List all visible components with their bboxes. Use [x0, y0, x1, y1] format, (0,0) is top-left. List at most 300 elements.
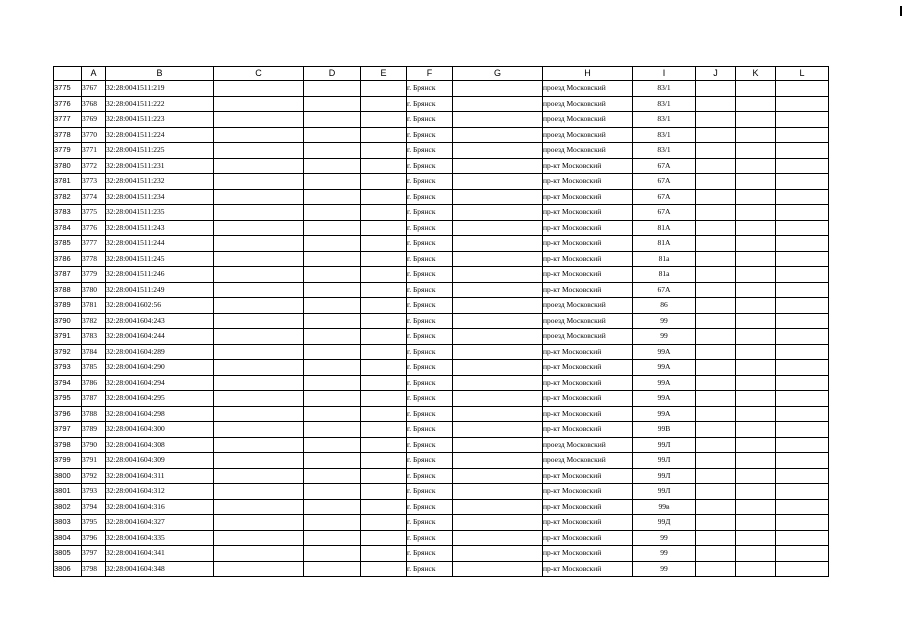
cell-a[interactable]: 3777	[82, 236, 106, 252]
cell-c[interactable]	[214, 530, 304, 546]
cell-c[interactable]	[214, 422, 304, 438]
cell-f[interactable]: г. Брянск	[407, 499, 453, 515]
cell-g[interactable]	[453, 220, 543, 236]
row-number[interactable]: 3778	[54, 127, 82, 143]
cell-j[interactable]	[696, 158, 736, 174]
cell-l[interactable]	[776, 313, 829, 329]
cell-j[interactable]	[696, 391, 736, 407]
cell-l[interactable]	[776, 499, 829, 515]
cell-h[interactable]: проезд Московский	[543, 143, 633, 159]
row-number[interactable]: 3799	[54, 453, 82, 469]
cell-k[interactable]	[736, 360, 776, 376]
row-number[interactable]: 3780	[54, 158, 82, 174]
cell-a[interactable]: 3770	[82, 127, 106, 143]
cell-k[interactable]	[736, 484, 776, 500]
column-header-j[interactable]: J	[696, 67, 736, 81]
cell-f[interactable]: г. Брянск	[407, 406, 453, 422]
cell-a[interactable]: 3783	[82, 329, 106, 345]
cell-l[interactable]	[776, 344, 829, 360]
cell-b[interactable]: 32:28:0041511:219	[106, 81, 214, 97]
column-header-e[interactable]: E	[361, 67, 407, 81]
row-number[interactable]: 3792	[54, 344, 82, 360]
cell-l[interactable]	[776, 360, 829, 376]
cell-e[interactable]	[361, 251, 407, 267]
cell-l[interactable]	[776, 158, 829, 174]
cell-e[interactable]	[361, 375, 407, 391]
cell-j[interactable]	[696, 127, 736, 143]
cell-a[interactable]: 3785	[82, 360, 106, 376]
cell-a[interactable]: 3791	[82, 453, 106, 469]
cell-j[interactable]	[696, 546, 736, 562]
row-number[interactable]: 3800	[54, 468, 82, 484]
cell-h[interactable]: пр-кт Московский	[543, 530, 633, 546]
cell-d[interactable]	[304, 313, 361, 329]
cell-g[interactable]	[453, 251, 543, 267]
cell-h[interactable]: пр-кт Московский	[543, 205, 633, 221]
cell-l[interactable]	[776, 112, 829, 128]
corner-header[interactable]	[54, 67, 82, 81]
cell-b[interactable]: 32:28:0041604:295	[106, 391, 214, 407]
cell-h[interactable]: проезд Московский	[543, 112, 633, 128]
cell-e[interactable]	[361, 499, 407, 515]
cell-c[interactable]	[214, 499, 304, 515]
cell-d[interactable]	[304, 499, 361, 515]
row-number[interactable]: 3777	[54, 112, 82, 128]
cell-b[interactable]: 32:28:0041604:335	[106, 530, 214, 546]
cell-i[interactable]: 99Д	[633, 515, 696, 531]
cell-i[interactable]: 67А	[633, 158, 696, 174]
cell-g[interactable]	[453, 112, 543, 128]
row-number[interactable]: 3806	[54, 561, 82, 577]
column-header-i[interactable]: I	[633, 67, 696, 81]
cell-a[interactable]: 3792	[82, 468, 106, 484]
cell-c[interactable]	[214, 391, 304, 407]
cell-l[interactable]	[776, 96, 829, 112]
cell-d[interactable]	[304, 112, 361, 128]
cell-b[interactable]: 32:28:0041604:316	[106, 499, 214, 515]
cell-h[interactable]: пр-кт Московский	[543, 220, 633, 236]
cell-g[interactable]	[453, 205, 543, 221]
column-header-f[interactable]: F	[407, 67, 453, 81]
cell-c[interactable]	[214, 158, 304, 174]
cell-h[interactable]: проезд Московский	[543, 127, 633, 143]
cell-c[interactable]	[214, 468, 304, 484]
cell-g[interactable]	[453, 561, 543, 577]
cell-b[interactable]: 32:28:0041604:290	[106, 360, 214, 376]
cell-h[interactable]: проезд Московский	[543, 313, 633, 329]
cell-e[interactable]	[361, 205, 407, 221]
cell-d[interactable]	[304, 515, 361, 531]
row-number[interactable]: 3785	[54, 236, 82, 252]
cell-c[interactable]	[214, 437, 304, 453]
cell-b[interactable]: 32:28:0041604:311	[106, 468, 214, 484]
cell-b[interactable]: 32:28:0041604:309	[106, 453, 214, 469]
cell-e[interactable]	[361, 530, 407, 546]
cell-l[interactable]	[776, 468, 829, 484]
cell-l[interactable]	[776, 298, 829, 314]
row-number[interactable]: 3797	[54, 422, 82, 438]
cell-e[interactable]	[361, 391, 407, 407]
cell-k[interactable]	[736, 298, 776, 314]
cell-e[interactable]	[361, 282, 407, 298]
cell-a[interactable]: 3797	[82, 546, 106, 562]
row-number[interactable]: 3786	[54, 251, 82, 267]
row-number[interactable]: 3794	[54, 375, 82, 391]
cell-k[interactable]	[736, 515, 776, 531]
cell-c[interactable]	[214, 112, 304, 128]
cell-f[interactable]: г. Брянск	[407, 174, 453, 190]
cell-e[interactable]	[361, 344, 407, 360]
cell-f[interactable]: г. Брянск	[407, 158, 453, 174]
cell-c[interactable]	[214, 127, 304, 143]
cell-f[interactable]: г. Брянск	[407, 391, 453, 407]
cell-k[interactable]	[736, 236, 776, 252]
cell-l[interactable]	[776, 267, 829, 283]
cell-a[interactable]: 3787	[82, 391, 106, 407]
cell-i[interactable]: 67А	[633, 205, 696, 221]
cell-l[interactable]	[776, 81, 829, 97]
cell-d[interactable]	[304, 546, 361, 562]
cell-d[interactable]	[304, 344, 361, 360]
cell-j[interactable]	[696, 561, 736, 577]
cell-l[interactable]	[776, 530, 829, 546]
cell-a[interactable]: 3767	[82, 81, 106, 97]
cell-b[interactable]: 32:28:0041511:225	[106, 143, 214, 159]
cell-j[interactable]	[696, 530, 736, 546]
cell-h[interactable]: проезд Московский	[543, 81, 633, 97]
cell-j[interactable]	[696, 344, 736, 360]
cell-h[interactable]: пр-кт Московский	[543, 561, 633, 577]
row-number[interactable]: 3788	[54, 282, 82, 298]
cell-e[interactable]	[361, 143, 407, 159]
cell-j[interactable]	[696, 143, 736, 159]
cell-b[interactable]: 32:28:0041511:222	[106, 96, 214, 112]
cell-d[interactable]	[304, 205, 361, 221]
cell-a[interactable]: 3778	[82, 251, 106, 267]
cell-a[interactable]: 3782	[82, 313, 106, 329]
cell-j[interactable]	[696, 112, 736, 128]
cell-f[interactable]: г. Брянск	[407, 375, 453, 391]
cell-i[interactable]: 86	[633, 298, 696, 314]
cell-f[interactable]: г. Брянск	[407, 546, 453, 562]
cell-d[interactable]	[304, 298, 361, 314]
cell-j[interactable]	[696, 453, 736, 469]
cell-i[interactable]: 99Л	[633, 453, 696, 469]
cell-b[interactable]: 32:28:0041511:224	[106, 127, 214, 143]
cell-c[interactable]	[214, 515, 304, 531]
cell-i[interactable]: 81а	[633, 251, 696, 267]
cell-i[interactable]: 83/1	[633, 127, 696, 143]
cell-i[interactable]: 99Л	[633, 437, 696, 453]
cell-l[interactable]	[776, 236, 829, 252]
cell-k[interactable]	[736, 499, 776, 515]
cell-e[interactable]	[361, 112, 407, 128]
cell-f[interactable]: г. Брянск	[407, 313, 453, 329]
cell-d[interactable]	[304, 437, 361, 453]
cell-i[interactable]: 99А	[633, 391, 696, 407]
cell-b[interactable]: 32:28:0041511:244	[106, 236, 214, 252]
cell-f[interactable]: г. Брянск	[407, 422, 453, 438]
cell-e[interactable]	[361, 329, 407, 345]
cell-j[interactable]	[696, 422, 736, 438]
cell-d[interactable]	[304, 360, 361, 376]
cell-k[interactable]	[736, 344, 776, 360]
cell-f[interactable]: г. Брянск	[407, 127, 453, 143]
cell-l[interactable]	[776, 515, 829, 531]
cell-h[interactable]: пр-кт Московский	[543, 406, 633, 422]
cell-i[interactable]: 99А	[633, 360, 696, 376]
cell-k[interactable]	[736, 112, 776, 128]
cell-c[interactable]	[214, 484, 304, 500]
cell-g[interactable]	[453, 236, 543, 252]
cell-l[interactable]	[776, 220, 829, 236]
cell-j[interactable]	[696, 437, 736, 453]
cell-d[interactable]	[304, 282, 361, 298]
cell-d[interactable]	[304, 127, 361, 143]
cell-k[interactable]	[736, 174, 776, 190]
cell-d[interactable]	[304, 530, 361, 546]
row-number[interactable]: 3790	[54, 313, 82, 329]
cell-h[interactable]: проезд Московский	[543, 298, 633, 314]
cell-g[interactable]	[453, 406, 543, 422]
row-number[interactable]: 3782	[54, 189, 82, 205]
cell-c[interactable]	[214, 143, 304, 159]
cell-f[interactable]: г. Брянск	[407, 515, 453, 531]
cell-a[interactable]: 3794	[82, 499, 106, 515]
cell-c[interactable]	[214, 344, 304, 360]
cell-j[interactable]	[696, 298, 736, 314]
cell-c[interactable]	[214, 329, 304, 345]
cell-e[interactable]	[361, 298, 407, 314]
cell-l[interactable]	[776, 143, 829, 159]
cell-l[interactable]	[776, 422, 829, 438]
cell-a[interactable]: 3780	[82, 282, 106, 298]
cell-k[interactable]	[736, 453, 776, 469]
cell-e[interactable]	[361, 267, 407, 283]
row-number[interactable]: 3804	[54, 530, 82, 546]
cell-a[interactable]: 3795	[82, 515, 106, 531]
cell-f[interactable]: г. Брянск	[407, 236, 453, 252]
cell-e[interactable]	[361, 546, 407, 562]
column-header-d[interactable]: D	[304, 67, 361, 81]
cell-g[interactable]	[453, 344, 543, 360]
cell-a[interactable]: 3776	[82, 220, 106, 236]
cell-k[interactable]	[736, 267, 776, 283]
cell-f[interactable]: г. Брянск	[407, 437, 453, 453]
cell-k[interactable]	[736, 375, 776, 391]
cell-e[interactable]	[361, 561, 407, 577]
cell-k[interactable]	[736, 561, 776, 577]
row-number[interactable]: 3802	[54, 499, 82, 515]
cell-b[interactable]: 32:28:0041511:232	[106, 174, 214, 190]
row-number[interactable]: 3783	[54, 205, 82, 221]
cell-j[interactable]	[696, 220, 736, 236]
cell-e[interactable]	[361, 484, 407, 500]
cell-h[interactable]: пр-кт Московский	[543, 282, 633, 298]
cell-e[interactable]	[361, 313, 407, 329]
cell-l[interactable]	[776, 189, 829, 205]
cell-l[interactable]	[776, 282, 829, 298]
cell-a[interactable]: 3788	[82, 406, 106, 422]
row-number[interactable]: 3787	[54, 267, 82, 283]
cell-b[interactable]: 32:28:0041511:245	[106, 251, 214, 267]
cell-h[interactable]: пр-кт Московский	[543, 360, 633, 376]
cell-k[interactable]	[736, 406, 776, 422]
cell-d[interactable]	[304, 220, 361, 236]
cell-d[interactable]	[304, 236, 361, 252]
cell-l[interactable]	[776, 484, 829, 500]
cell-j[interactable]	[696, 360, 736, 376]
cell-i[interactable]: 83/1	[633, 81, 696, 97]
cell-i[interactable]: 83/1	[633, 96, 696, 112]
cell-j[interactable]	[696, 499, 736, 515]
cell-h[interactable]: проезд Московский	[543, 329, 633, 345]
cell-f[interactable]: г. Брянск	[407, 267, 453, 283]
cell-h[interactable]: пр-кт Московский	[543, 344, 633, 360]
cell-h[interactable]: пр-кт Московский	[543, 158, 633, 174]
cell-a[interactable]: 3771	[82, 143, 106, 159]
cell-i[interactable]: 99А	[633, 406, 696, 422]
cell-g[interactable]	[453, 313, 543, 329]
cell-h[interactable]: пр-кт Московский	[543, 375, 633, 391]
cell-g[interactable]	[453, 546, 543, 562]
cell-j[interactable]	[696, 329, 736, 345]
cell-g[interactable]	[453, 298, 543, 314]
cell-a[interactable]: 3798	[82, 561, 106, 577]
row-number[interactable]: 3801	[54, 484, 82, 500]
column-header-h[interactable]: H	[543, 67, 633, 81]
cell-h[interactable]: пр-кт Московский	[543, 236, 633, 252]
cell-e[interactable]	[361, 468, 407, 484]
cell-e[interactable]	[361, 236, 407, 252]
cell-k[interactable]	[736, 220, 776, 236]
row-number[interactable]: 3784	[54, 220, 82, 236]
cell-k[interactable]	[736, 251, 776, 267]
cell-c[interactable]	[214, 189, 304, 205]
cell-b[interactable]: 32:28:0041511:249	[106, 282, 214, 298]
cell-l[interactable]	[776, 375, 829, 391]
cell-g[interactable]	[453, 158, 543, 174]
cell-l[interactable]	[776, 205, 829, 221]
cell-d[interactable]	[304, 468, 361, 484]
cell-c[interactable]	[214, 360, 304, 376]
row-number[interactable]: 3781	[54, 174, 82, 190]
cell-c[interactable]	[214, 220, 304, 236]
cell-a[interactable]: 3781	[82, 298, 106, 314]
cell-k[interactable]	[736, 127, 776, 143]
cell-l[interactable]	[776, 453, 829, 469]
cell-c[interactable]	[214, 251, 304, 267]
cell-k[interactable]	[736, 546, 776, 562]
cell-l[interactable]	[776, 251, 829, 267]
cell-c[interactable]	[214, 282, 304, 298]
cell-g[interactable]	[453, 437, 543, 453]
cell-i[interactable]: 99Л	[633, 468, 696, 484]
cell-k[interactable]	[736, 530, 776, 546]
cell-j[interactable]	[696, 282, 736, 298]
cell-d[interactable]	[304, 329, 361, 345]
cell-e[interactable]	[361, 360, 407, 376]
cell-d[interactable]	[304, 391, 361, 407]
cell-k[interactable]	[736, 158, 776, 174]
cell-k[interactable]	[736, 313, 776, 329]
cell-h[interactable]: пр-кт Московский	[543, 468, 633, 484]
cell-a[interactable]: 3768	[82, 96, 106, 112]
cell-g[interactable]	[453, 282, 543, 298]
cell-h[interactable]: пр-кт Московский	[543, 546, 633, 562]
cell-d[interactable]	[304, 422, 361, 438]
cell-g[interactable]	[453, 530, 543, 546]
cell-b[interactable]: 32:28:0041511:231	[106, 158, 214, 174]
cell-k[interactable]	[736, 81, 776, 97]
cell-j[interactable]	[696, 484, 736, 500]
cell-a[interactable]: 3774	[82, 189, 106, 205]
cell-b[interactable]: 32:28:0041511:235	[106, 205, 214, 221]
cell-k[interactable]	[736, 329, 776, 345]
cell-c[interactable]	[214, 561, 304, 577]
cell-a[interactable]: 3773	[82, 174, 106, 190]
cell-f[interactable]: г. Брянск	[407, 251, 453, 267]
cell-g[interactable]	[453, 127, 543, 143]
cell-b[interactable]: 32:28:0041604:312	[106, 484, 214, 500]
cell-i[interactable]: 81А	[633, 236, 696, 252]
cell-d[interactable]	[304, 561, 361, 577]
cell-f[interactable]: г. Брянск	[407, 484, 453, 500]
cell-a[interactable]: 3775	[82, 205, 106, 221]
cell-d[interactable]	[304, 406, 361, 422]
cell-g[interactable]	[453, 375, 543, 391]
cell-f[interactable]: г. Брянск	[407, 360, 453, 376]
cell-c[interactable]	[214, 313, 304, 329]
cell-f[interactable]: г. Брянск	[407, 205, 453, 221]
cell-b[interactable]: 32:28:0041604:300	[106, 422, 214, 438]
cell-e[interactable]	[361, 406, 407, 422]
cell-d[interactable]	[304, 251, 361, 267]
cell-i[interactable]: 99Л	[633, 484, 696, 500]
cell-f[interactable]: г. Брянск	[407, 344, 453, 360]
cell-g[interactable]	[453, 81, 543, 97]
cell-e[interactable]	[361, 174, 407, 190]
cell-g[interactable]	[453, 143, 543, 159]
cell-a[interactable]: 3779	[82, 267, 106, 283]
cell-l[interactable]	[776, 329, 829, 345]
cell-c[interactable]	[214, 453, 304, 469]
cell-l[interactable]	[776, 437, 829, 453]
cell-e[interactable]	[361, 422, 407, 438]
cell-k[interactable]	[736, 282, 776, 298]
cell-g[interactable]	[453, 453, 543, 469]
cell-a[interactable]: 3789	[82, 422, 106, 438]
cell-l[interactable]	[776, 561, 829, 577]
cell-j[interactable]	[696, 267, 736, 283]
row-number[interactable]: 3798	[54, 437, 82, 453]
cell-h[interactable]: пр-кт Московский	[543, 391, 633, 407]
row-number[interactable]: 3791	[54, 329, 82, 345]
cell-d[interactable]	[304, 96, 361, 112]
cell-c[interactable]	[214, 96, 304, 112]
cell-f[interactable]: г. Брянск	[407, 96, 453, 112]
cell-i[interactable]: 67А	[633, 282, 696, 298]
cell-a[interactable]: 3796	[82, 530, 106, 546]
cell-g[interactable]	[453, 360, 543, 376]
cell-a[interactable]: 3793	[82, 484, 106, 500]
cell-b[interactable]: 32:28:0041604:289	[106, 344, 214, 360]
cell-b[interactable]: 32:28:0041604:243	[106, 313, 214, 329]
cell-b[interactable]: 32:28:0041511:234	[106, 189, 214, 205]
row-number[interactable]: 3779	[54, 143, 82, 159]
cell-f[interactable]: г. Брянск	[407, 453, 453, 469]
cell-b[interactable]: 32:28:0041604:327	[106, 515, 214, 531]
